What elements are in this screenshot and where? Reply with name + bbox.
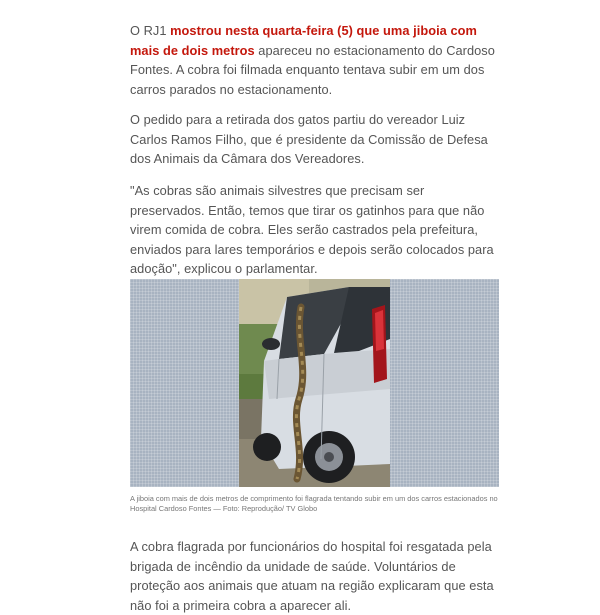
paragraph-rj1	[130, 21, 498, 99]
paragraph-quote: "As cobras são animais silvestres que precisam ser preservados. Então, temos que tirar os gatinhos para que não virem comida de cobra. Eles serão castrados pela prefeitura, enviados para lares temporários e depois serão colocados para adoção", explicou o parlamentar.	[130, 183, 494, 276]
paragraph-vereador: O pedido para a retirada dos gatos partiu do vereador Luiz Carlos Ramos Filho, que é presidente da Comissão de Defesa dos Animais da Câmara dos Vereadores.	[130, 112, 488, 166]
snake-car-photo	[239, 279, 390, 487]
paragraph-rescue: A cobra flagrada por funcionários do hospital foi resgatada pela brigada de incêndio da unidade de saúde. Voluntários de proteção aos animais que atuam na região explicaram que esta não foi a primeira cobra a aparecer ali.	[130, 539, 494, 613]
article-figure[interactable]	[130, 279, 499, 487]
rj1-news-link[interactable]: mostrou nesta quarta-feira (5) que uma jiboia com mais de dois metros	[130, 23, 477, 58]
figure-caption: A jiboia com mais de dois metros de comprimento foi flagrada tentando subir em um dos carros estacionados no Hospital Cardoso Fontes — Foto: Reprodução/ TV Globo	[130, 494, 498, 513]
paragraph-suffix: apareceu no estacionamento do Cardoso Fontes. A cobra foi filmada enquanto tentava subir em um dos carros parados no estacionamento.	[130, 42, 495, 97]
paragraph-prefix: O RJ1	[130, 23, 171, 38]
